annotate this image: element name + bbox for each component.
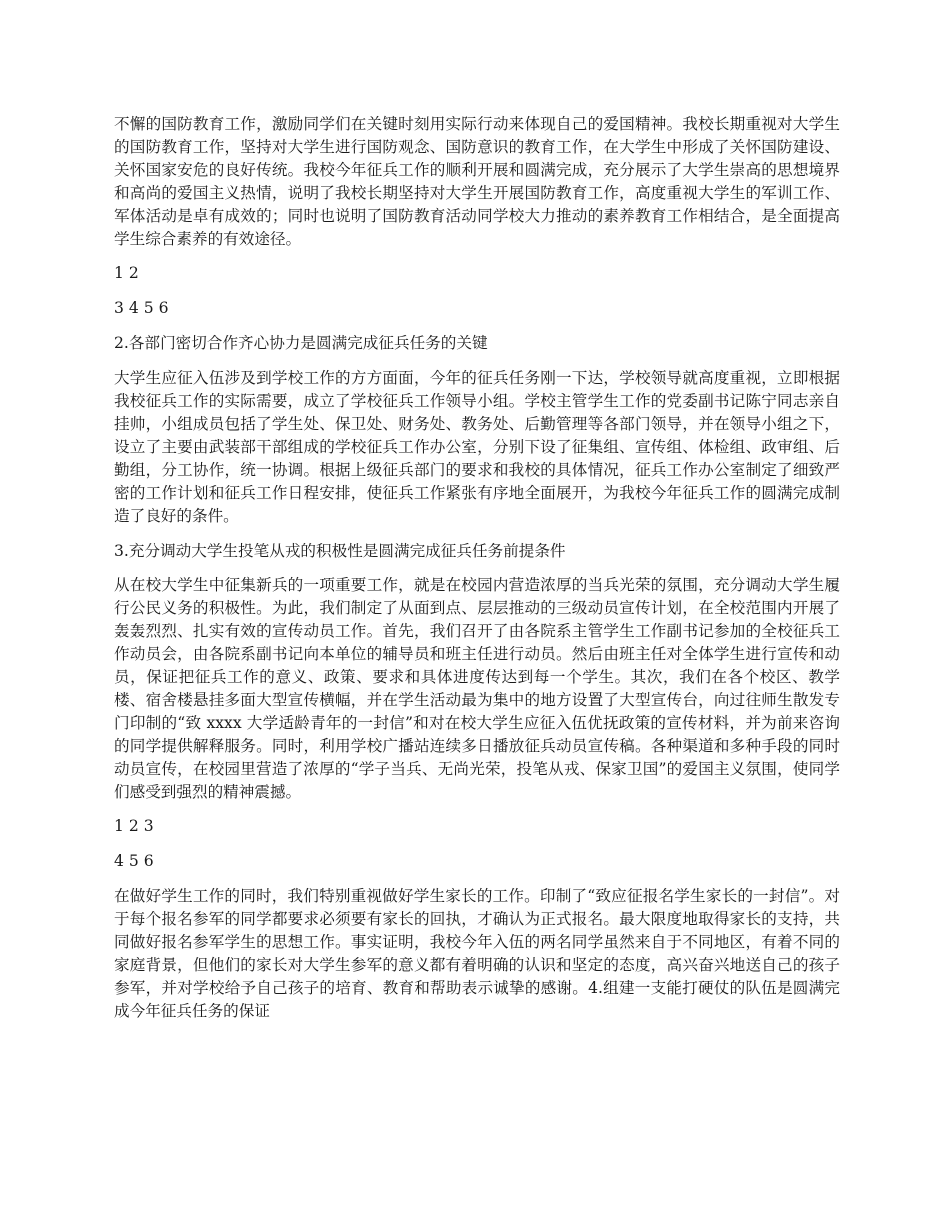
page-numbers-line: 1 2 [114,264,139,283]
paragraph-parents-text: 在做好学生工作的同时，我们特别重视做好学生家长的工作。印制了“致应征报名学生家长的一封信”。对于每个报名参军的同学都要求必须要有家长的回执，才确认为正式报名。最大限度地取得家长的支持，共同做好报名参军学生的思想工作。事实证明，我校今年入伍的两名同学虽然来自于不同地区，有着不同的家庭背景，但他们的家长对大学生参军的意义都有着明确的认识和坚定的态度，高兴奋兴地送自己的孩子参军，并对学校给予自己孩子的培育、教育和帮助表示诚挚的感谢。 [114,887,840,997]
page-numbers-line: 1 2 3 [114,817,154,836]
paragraph-parents [114,885,840,1022]
section-heading-3: 3.充分调动大学生投笔从戎的积极性是圆满完成征兵任务前提条件 [114,541,566,560]
page-numbers-line: 3 4 5 6 [114,299,169,318]
paragraph-section-3: 从在校大学生中征集新兵的一项重要工作，就是在校园内营造浓厚的当兵光荣的氛围，充分调动大学生履行公民义务的积极性。为此，我们制定了从面到点、层层推动的三级动员宣传计划，在全校范围内开展了轰轰烈烈、扎实有效的宣传动员工作。首先，我们召开了由各院系主管学生工作副书记参加的全校征兵工作动员会，由各院系副书记向本单位的辅导员和班主任进行动员。然后由班主任对全体学生进行宣传和动员，保证把征兵工作的意义、政策、要求和具体进度传达到每一个学生。其次，我们在各个校区、教学楼、宿舍楼悬挂多面大型宣传横幅，并在学生活动最为集中的地方设置了大型宣传台，向过往师生散发专门印制的“致 xxxx 大学适龄青年的一封信”和对在校大学生应征入伍优抚政策的宣传材料，并为前来咨询的同学提供解释服务。同时，利用学校广播站连续多日播放征兵动员宣传稿。各种渠道和多种手段的同时动员宣传，在校园里营造了浓厚的“学子当兵、无尚光荣，投笔从戎、保家卫国”的爱国主义氛围，使同学们感受到强烈的精神震撼。 [114,576,840,801]
paragraph-section-2: 大学生应征入伍涉及到学校工作的方方面面，今年的征兵任务刚一下达，学校领导就高度重视，立即根据我校征兵工作的实际需要，成立了学校征兵工作领导小组。学校主管学生工作的党委副书记陈宁同志亲自挂帅，小组成员包括了学生处、保卫处、财务处、教务处、后勤管理等各部门领导，并在领导小组之下，设立了主要由武装部干部组成的学校征兵工作办公室，分别下设了征集组、宣传组、体检组、政审组、后勤组，分工协作，统一协调。根据上级征兵部门的要求和我校的具体情况，征兵工作办公室制定了细致严密的工作计划和征兵工作日程安排，使征兵工作紧张有序地全面展开，为我校今年征兵工作的圆满完成制造了良好的条件。 [114,369,840,525]
section-heading-2: 2.各部门密切合作齐心协力是圆满完成征兵任务的关键 [114,334,488,353]
section-heading-4: 4.组建一支能打硬仗的队伍是圆满完成今年征兵任务的保证 [114,978,840,1020]
page-numbers-line: 4 5 6 [114,852,154,871]
document-page [114,113,840,1035]
paragraph-intro: 不懈的国防教育工作，激励同学们在关键时刻用实际行动来体现自己的爱国精神。我校长期重视对大学生的国防教育工作，坚持对大学生进行国防观念、国防意识的教育工作，在大学生中形成了关怀国防建设、关怀国家安危的良好传统。我校今年征兵工作的顺利开展和圆满完成，充分展示了大学生崇高的思想境界和高尚的爱国主义热情，说明了我校长期坚持对大学生开展国防教育工作，高度重视大学生的军训工作、军体活动是卓有成效的；同时也说明了国防教育活动同学校大力推动的素养教育工作相结合，是全面提高学生综合素养的有效途径。 [114,115,840,248]
